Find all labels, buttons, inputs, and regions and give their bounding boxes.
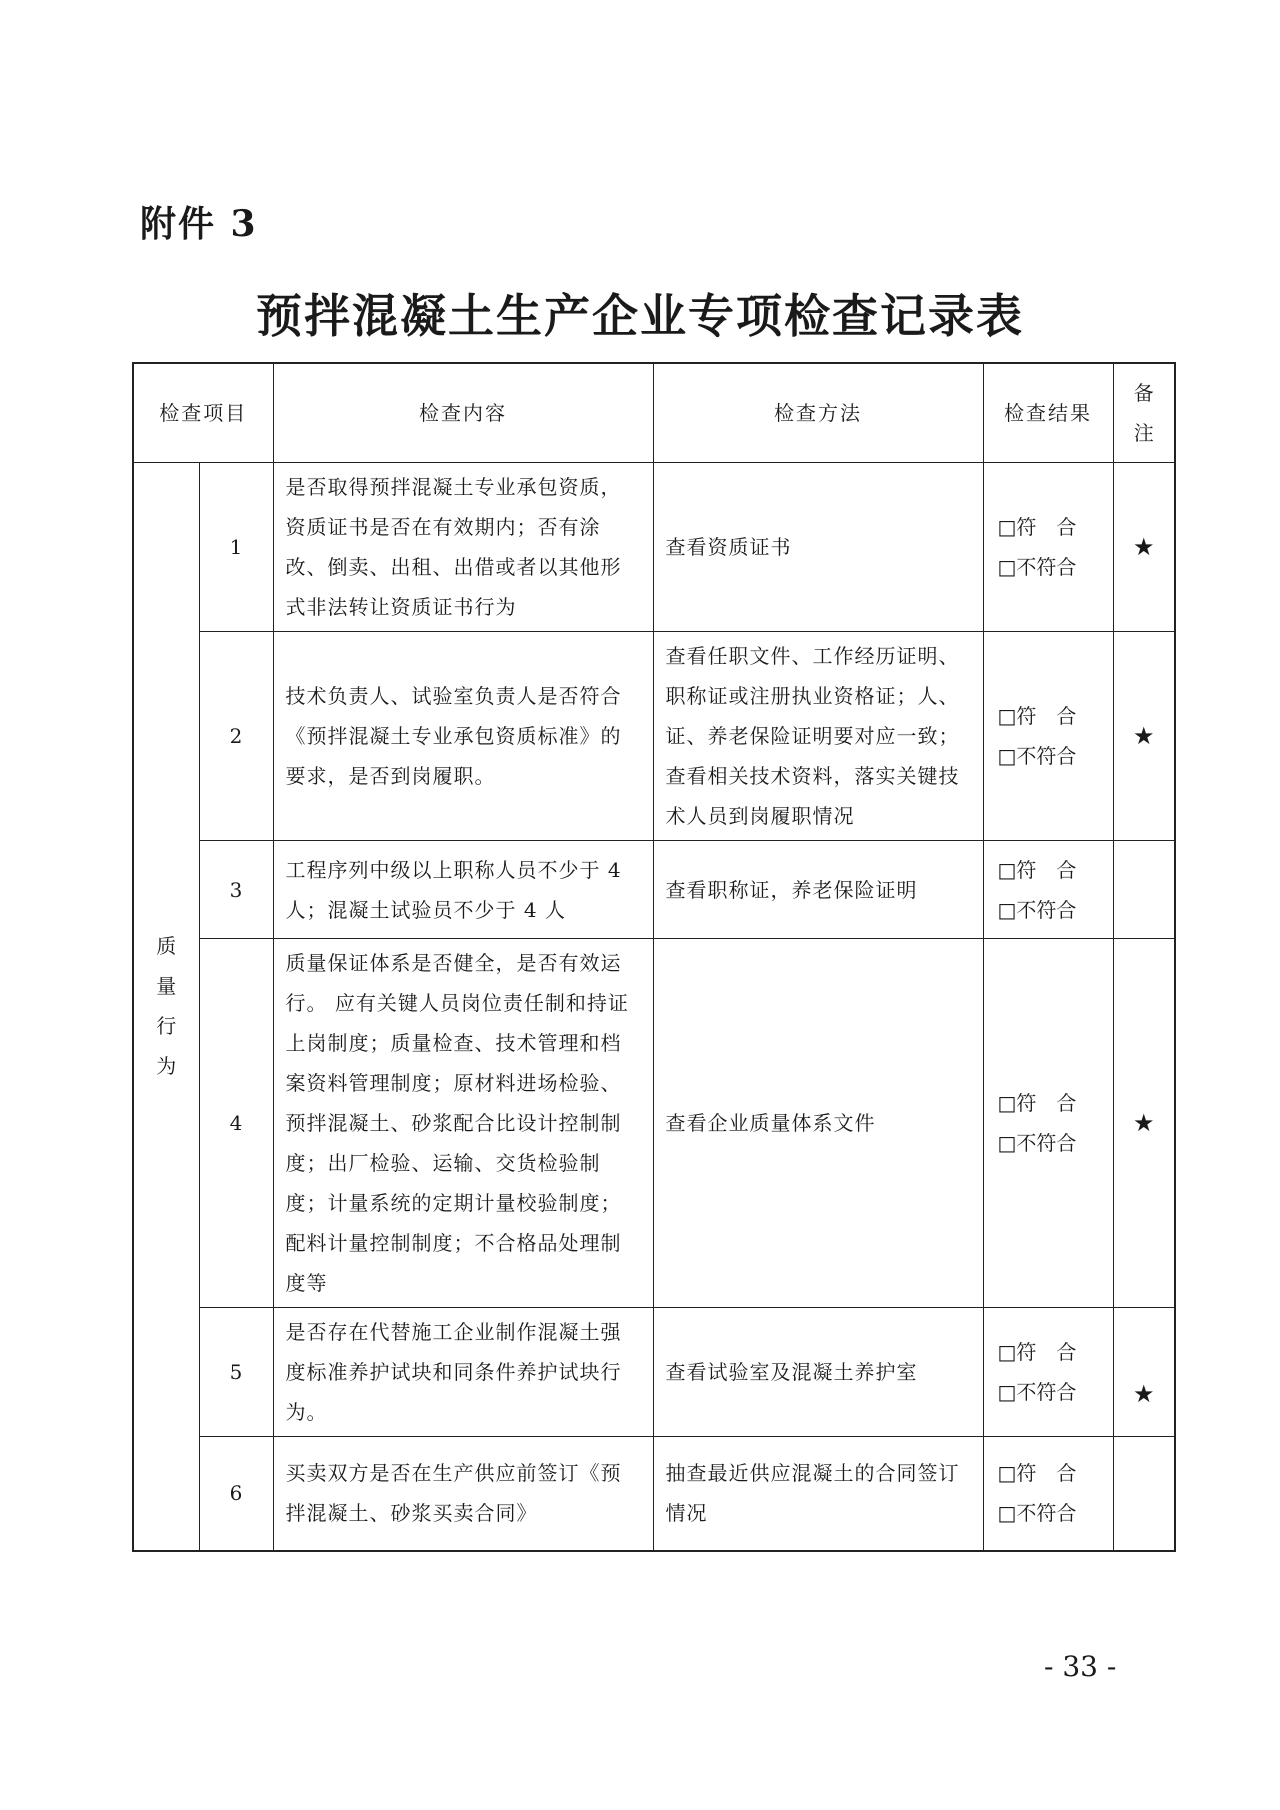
row-number: 2 [199, 632, 273, 841]
result-pass-checkbox[interactable]: □符 合 [997, 857, 1077, 882]
category-char: 为 [156, 1054, 177, 1079]
table-row [133, 841, 1175, 939]
header-remark [1113, 363, 1175, 463]
row-number: 3 [199, 841, 273, 939]
row-method: 查看职称证，养老保险证明 [653, 841, 983, 939]
row-remark-star: ★ [1113, 632, 1175, 841]
row-content: 工程序列中级以上职称人员不少于 4 人；混凝土试验员不少于 4 人 [273, 841, 653, 939]
row-remark-star: ★ [1113, 1308, 1175, 1437]
header-result: 检查结果 [983, 363, 1113, 463]
category-cell [133, 463, 199, 1551]
result-fail-checkbox[interactable]: □不符合 [997, 1501, 1077, 1526]
result-fail-checkbox[interactable]: □不符合 [997, 1131, 1077, 1155]
result-fail-checkbox[interactable]: □不符合 [997, 897, 1077, 922]
row-content: 是否取得预拌混凝土专业承包资质，资质证书是否在有效期内；否有涂改、倒卖、出租、出借或者以其他形式非法转让资质证书行为 [273, 463, 653, 632]
result-pass-checkbox[interactable]: □符 合 [997, 515, 1077, 539]
row-result [983, 1308, 1113, 1437]
result-fail-checkbox[interactable]: □不符合 [997, 555, 1077, 579]
row-remark-star: ★ [1113, 463, 1175, 632]
row-content: 是否存在代替施工企业制作混凝土强度标准养护试块和同条件养护试块行为。 [273, 1308, 653, 1437]
table-row [133, 463, 1175, 632]
row-content: 质量保证体系是否健全，是否有效运行。 应有关键人员岗位责任制和持证上岗制度；质量检查、技术管理和档案资料管理制度；原材料进场检验、预拌混凝土、砂浆配合比设计控制制度；出厂检验、运输、交货检验制度；计量系统的定期计量校验制度；配料计量控制制度；不合格品处理制度等 [273, 939, 653, 1308]
document-title: 预拌混凝土生产企业专项检查记录表 [256, 289, 1024, 343]
category-char: 量 [156, 974, 177, 999]
row-content: 技术负责人、试验室负责人是否符合《预拌混凝土专业承包资质标准》的要求，是否到岗履职。 [273, 632, 653, 841]
row-number: 5 [199, 1308, 273, 1437]
table-row [133, 632, 1175, 841]
row-result [983, 1437, 1113, 1551]
category-char: 行 [156, 1014, 177, 1039]
row-result [983, 841, 1113, 939]
table-row [133, 1308, 1175, 1437]
row-remark-star: ★ [1113, 939, 1175, 1308]
header-content: 检查内容 [273, 363, 653, 463]
row-method: 抽查最近供应混凝土的合同签订情况 [653, 1437, 983, 1551]
row-result [983, 939, 1113, 1308]
attachment-label: 附件 3 [140, 203, 258, 245]
result-pass-checkbox[interactable]: □符 合 [997, 704, 1077, 728]
header-remark-char: 备 [1133, 381, 1154, 405]
result-pass-checkbox[interactable]: □符 合 [997, 1340, 1077, 1364]
row-content: 买卖双方是否在生产供应前签订《预拌混凝土、砂浆买卖合同》 [273, 1437, 653, 1551]
row-method: 查看资质证书 [653, 463, 983, 632]
result-fail-checkbox[interactable]: □不符合 [997, 1380, 1077, 1404]
row-remark [1113, 841, 1175, 939]
row-result [983, 632, 1113, 841]
row-result [983, 463, 1113, 632]
table-header-row [133, 363, 1175, 463]
row-remark [1113, 1437, 1175, 1551]
result-fail-checkbox[interactable]: □不符合 [997, 744, 1077, 768]
result-pass-checkbox[interactable]: □符 合 [997, 1461, 1077, 1486]
category-char: 质 [156, 934, 177, 959]
row-number: 4 [199, 939, 273, 1308]
page-number: - 33 - [1044, 1650, 1117, 1683]
row-number: 6 [199, 1437, 273, 1551]
header-method: 检查方法 [653, 363, 983, 463]
row-method: 查看企业质量体系文件 [653, 939, 983, 1308]
table-row [133, 1437, 1175, 1551]
header-remark-char: 注 [1133, 421, 1154, 445]
result-pass-checkbox[interactable]: □符 合 [997, 1091, 1077, 1115]
table-row [133, 939, 1175, 1308]
header-item: 检查项目 [133, 363, 273, 463]
row-number: 1 [199, 463, 273, 632]
inspection-record-table [132, 362, 1176, 1552]
row-method: 查看试验室及混凝土养护室 [653, 1308, 983, 1437]
row-method: 查看任职文件、工作经历证明、职称证或注册执业资格证；人、证、养老保险证明要对应一致；查看相关技术资料，落实关键技术人员到岗履职情况 [653, 632, 983, 841]
